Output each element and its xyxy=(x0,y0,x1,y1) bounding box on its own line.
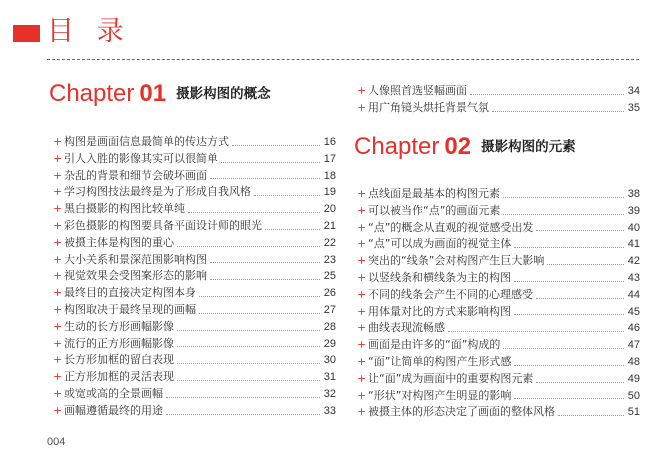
plus-icon: + xyxy=(53,185,63,199)
toc-entry[interactable] xyxy=(53,235,336,252)
toc-entry[interactable] xyxy=(53,302,336,319)
chapter-01-toc-continued xyxy=(357,83,640,117)
dot-leader xyxy=(514,281,624,282)
dot-leader xyxy=(210,178,320,179)
plus-icon: + xyxy=(53,336,63,350)
dot-leader xyxy=(265,229,320,230)
toc-entry-page: 35 xyxy=(627,101,640,114)
dot-leader xyxy=(503,197,624,198)
plus-icon: + xyxy=(357,304,367,318)
toc-entry-title: 以竖线条和横线条为主的构图 xyxy=(368,270,511,284)
chapter-title: 摄影构图的元素 xyxy=(481,139,576,155)
toc-entry[interactable] xyxy=(357,388,640,405)
dot-leader xyxy=(448,331,624,332)
toc-entry[interactable] xyxy=(53,134,336,151)
plus-icon: + xyxy=(53,302,63,316)
dot-leader xyxy=(177,380,320,381)
toc-entry-title: 生动的长方形画幅影像 xyxy=(64,319,174,333)
toc-entry-title: 杂乱的背景和细节会破坏画面 xyxy=(64,168,207,182)
dot-leader xyxy=(177,346,320,347)
chapter-02-heading xyxy=(354,133,576,161)
toc-entry-title: 最终目的直接决定构图本身 xyxy=(64,286,196,300)
toc-entry[interactable] xyxy=(357,270,640,287)
plus-icon: + xyxy=(357,354,367,368)
dot-leader xyxy=(188,212,320,213)
toc-entry[interactable] xyxy=(53,184,336,201)
dot-leader xyxy=(166,414,320,415)
toc-entry-page: 46 xyxy=(627,322,640,335)
toc-entry-page: 41 xyxy=(627,238,640,251)
toc-entry-page: 18 xyxy=(323,169,336,182)
plus-icon: + xyxy=(53,252,63,266)
toc-entry-title: 学习构图技法最终是为了形成自我风格 xyxy=(64,185,251,199)
plus-icon: + xyxy=(53,319,63,333)
toc-entry[interactable] xyxy=(357,100,640,117)
dot-leader xyxy=(232,145,320,146)
toc-entry-page: 25 xyxy=(323,270,336,283)
toc-entry-title: 曲线表现流畅感 xyxy=(368,321,445,335)
toc-entry-page: 17 xyxy=(323,152,336,165)
toc-entry-page: 19 xyxy=(323,186,336,199)
toc-entry-title: 可以被当作“点”的画面元素 xyxy=(368,203,501,217)
toc-entry-title: 引人入胜的影像其实可以很简单 xyxy=(64,151,218,165)
toc-entry-title: 被摄主体是构图的重心 xyxy=(64,235,174,249)
plus-icon: + xyxy=(357,270,367,284)
toc-entry[interactable] xyxy=(53,386,336,403)
dot-leader xyxy=(536,298,624,299)
header-divider xyxy=(47,59,639,60)
toc-entry-title: 用广角镜头烘托背景气氛 xyxy=(368,100,489,114)
plus-icon: + xyxy=(357,203,367,217)
toc-entry-page: 34 xyxy=(627,85,640,97)
toc-entry-page: 49 xyxy=(627,372,640,385)
plus-icon: + xyxy=(357,287,367,301)
toc-entry-page: 50 xyxy=(627,389,640,402)
toc-entry-title: 人像照首选竖幅画面 xyxy=(368,84,467,97)
dot-leader xyxy=(514,247,623,248)
dot-leader xyxy=(558,415,624,416)
toc-entry-title: 视觉效果会受图案形态的影响 xyxy=(64,269,207,283)
plus-icon: + xyxy=(357,254,367,268)
plus-icon: + xyxy=(53,386,63,400)
toc-entry-page: 45 xyxy=(627,305,640,318)
toc-entry-title: 不同的线条会产生不同的心理感受 xyxy=(368,287,533,301)
toc-entry[interactable] xyxy=(357,236,640,253)
toc-entry-title: 流行的正方形画幅影像 xyxy=(64,336,174,350)
dot-leader xyxy=(210,262,320,263)
dot-leader xyxy=(536,230,623,231)
chapter-number: 01 xyxy=(139,80,167,107)
plus-icon: + xyxy=(357,405,367,419)
toc-entry[interactable] xyxy=(357,83,640,100)
dot-leader xyxy=(503,214,623,215)
toc-entry-page: 28 xyxy=(323,320,336,333)
toc-entry-page: 48 xyxy=(627,355,640,368)
dot-leader xyxy=(503,348,623,349)
toc-entry-page: 21 xyxy=(323,219,336,232)
toc-entry-page: 44 xyxy=(627,288,640,301)
toc-entry-title: 点线面是最基本的构图元素 xyxy=(368,187,500,200)
plus-icon: + xyxy=(53,218,63,232)
chapter-02-toc xyxy=(357,186,640,421)
dot-leader xyxy=(177,363,320,364)
dot-leader xyxy=(492,111,624,112)
dot-leader xyxy=(547,264,623,265)
plus-icon: + xyxy=(357,100,367,114)
toc-entry[interactable] xyxy=(53,218,336,235)
plus-icon: + xyxy=(357,84,367,97)
plus-icon: + xyxy=(357,338,367,352)
toc-entry-page: 20 xyxy=(323,203,336,216)
toc-entry-title: 画幅遵循最终的用途 xyxy=(64,403,163,417)
toc-entry[interactable] xyxy=(357,371,640,388)
toc-entry-page: 23 xyxy=(323,253,336,266)
dot-leader xyxy=(177,246,320,247)
toc-entry[interactable] xyxy=(53,285,336,302)
dot-leader xyxy=(514,365,623,366)
toc-entry-title: “点”可以成为画面的视觉主体 xyxy=(368,237,512,251)
chapter-word: Chapter xyxy=(354,133,440,160)
plus-icon: + xyxy=(53,353,63,367)
toc-entry-page: 30 xyxy=(323,354,336,367)
toc-entry[interactable] xyxy=(53,352,336,369)
toc-entry[interactable] xyxy=(357,287,640,304)
toc-entry[interactable] xyxy=(53,268,336,285)
plus-icon: + xyxy=(53,235,63,249)
toc-entry-page: 40 xyxy=(627,221,640,234)
toc-entry-title: 让“面”成为画面中的重要构图元素 xyxy=(368,371,534,385)
toc-entry[interactable] xyxy=(357,203,640,220)
chapter-number: 02 xyxy=(444,133,472,160)
chapter-title: 摄影构图的概念 xyxy=(176,86,271,102)
dot-leader xyxy=(210,279,320,280)
toc-entry-page: 42 xyxy=(627,255,640,268)
plus-icon: + xyxy=(53,168,63,182)
dot-leader xyxy=(166,397,320,398)
dot-leader xyxy=(199,296,320,297)
toc-entry-page: 27 xyxy=(323,303,336,316)
toc-entry-page: 16 xyxy=(323,136,336,148)
toc-entry-title: “形状”对构图产生明显的影响 xyxy=(368,388,512,402)
toc-entry-page: 29 xyxy=(323,337,336,350)
toc-entry[interactable] xyxy=(53,336,336,353)
toc-entry[interactable] xyxy=(357,337,640,354)
toc-entry-title: 正方形加框的灵活表现 xyxy=(64,370,174,384)
dot-leader xyxy=(199,313,320,314)
plus-icon: + xyxy=(53,286,63,300)
plus-icon: + xyxy=(53,151,63,165)
toc-entry[interactable] xyxy=(53,369,336,386)
toc-entry-page: 22 xyxy=(323,236,336,249)
dot-leader xyxy=(470,94,624,95)
toc-entry[interactable] xyxy=(53,319,336,336)
toc-entry-title: 或宽或高的全景画幅 xyxy=(64,386,163,400)
toc-entry-page: 32 xyxy=(323,387,336,400)
toc-entry-title: “面”让简单的构图产生形式感 xyxy=(368,354,512,368)
toc-entry-title: “点”的概念从直观的视觉感受出发 xyxy=(368,220,534,234)
toc-entry[interactable] xyxy=(357,220,640,237)
plus-icon: + xyxy=(357,220,367,234)
plus-icon: + xyxy=(53,269,63,283)
plus-icon: + xyxy=(53,202,63,216)
toc-entry[interactable] xyxy=(357,404,640,421)
plus-icon: + xyxy=(53,135,63,148)
toc-entry[interactable] xyxy=(53,168,336,185)
dot-leader xyxy=(221,162,320,163)
plus-icon: + xyxy=(357,237,367,251)
plus-icon: + xyxy=(357,187,367,200)
page-number: 004 xyxy=(47,436,66,448)
toc-entry[interactable] xyxy=(53,403,336,420)
dot-leader xyxy=(514,398,623,399)
chapter-01-toc xyxy=(53,134,336,420)
plus-icon: + xyxy=(53,403,63,417)
toc-entry-title: 被摄主体的形态决定了画面的整体风格 xyxy=(368,405,555,419)
toc-entry[interactable] xyxy=(357,320,640,337)
toc-entry-title: 画面是由许多的“面”构成的 xyxy=(368,338,501,352)
toc-entry[interactable] xyxy=(53,151,336,168)
toc-entry-page: 47 xyxy=(627,339,640,352)
toc-entry-page: 33 xyxy=(323,404,336,417)
plus-icon: + xyxy=(53,370,63,384)
page-title: 目 录 xyxy=(47,16,131,47)
toc-entry[interactable] xyxy=(357,186,640,203)
plus-icon: + xyxy=(357,388,367,402)
toc-entry-title: 长方形加框的留白表现 xyxy=(64,353,174,367)
chapter-01-heading xyxy=(49,80,271,108)
toc-entry-title: 用体量对比的方式来影响构图 xyxy=(368,304,511,318)
toc-entry-title: 大小关系和景深范围影响构图 xyxy=(64,252,207,266)
plus-icon: + xyxy=(357,371,367,385)
dot-leader xyxy=(536,382,623,383)
toc-entry-title: 彩色摄影的构图要具备平面设计师的眼光 xyxy=(64,218,262,232)
toc-entry-page: 43 xyxy=(627,271,640,284)
plus-icon: + xyxy=(357,321,367,335)
toc-entry-title: 构图是画面信息最简单的传达方式 xyxy=(64,135,229,148)
chapter-word: Chapter xyxy=(49,80,135,107)
dot-leader xyxy=(514,314,624,315)
toc-entry-title: 黑白摄影的构图比较单纯 xyxy=(64,202,185,216)
toc-entry-page: 39 xyxy=(627,204,640,217)
dot-leader xyxy=(177,330,320,331)
toc-entry[interactable] xyxy=(357,253,640,270)
toc-entry-page: 38 xyxy=(627,188,640,200)
dot-leader xyxy=(254,195,320,196)
header-accent-block xyxy=(13,25,40,42)
toc-entry[interactable] xyxy=(357,354,640,371)
toc-entry[interactable] xyxy=(53,252,336,269)
toc-entry-page: 51 xyxy=(627,406,640,419)
toc-entry[interactable] xyxy=(53,201,336,218)
toc-entry-page: 26 xyxy=(323,287,336,300)
toc-entry-page: 31 xyxy=(323,371,336,384)
toc-entry[interactable] xyxy=(357,304,640,321)
toc-entry-title: 突出的“线条”会对构图产生巨大影响 xyxy=(368,254,545,268)
toc-entry-title: 构图取决于最终呈现的画幅 xyxy=(64,302,196,316)
